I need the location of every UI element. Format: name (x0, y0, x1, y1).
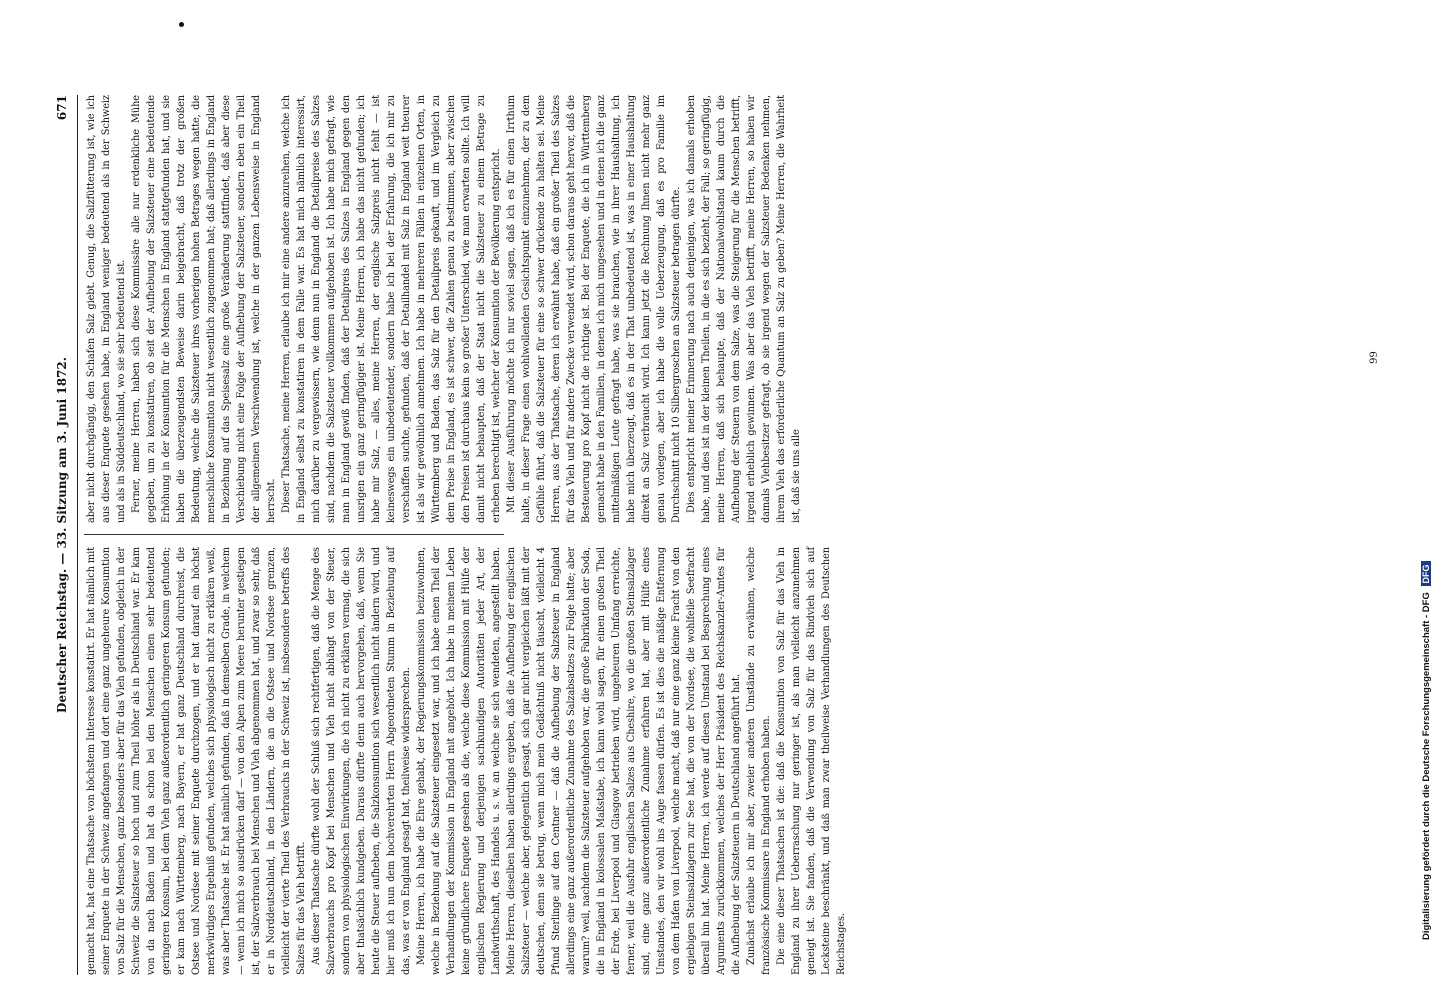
paragraph: Die eine dieser Thatsachen ist die: daß die Konsumtion von Salz für das Vieh in England zu ihrer Ueberraschung nur geringer ist, als man vielleicht anzunehmen geneigt ist. Sie fanden, daß die Verwendung von Salz für das Rindvieh sich auf Lecksteine beschränkt, und daß man zwar theilweise Verhandlungen des Deutschen Reichstages. (776, 547, 847, 975)
paragraph: Mit dieser Ausführung möchte ich nur soviel sagen, daß ich es für einen Irrthum halte, in dieser Frage einen wohlwollenden Gesichtspunkt einzunehmen, der zu dem Gefühle führt, daß die Salzsteuer für eine so schwer drückende zu halten sei. Meine Herren, aus der Thatsache, deren ich erwähnt habe, daß ein großer Theil des Salzes für das Vieh und für andere Zwecke verwendet wird, schon daraus geht hervor, daß die Besteuerung pro Kopf nicht die richtige ist. Bei der Enquete, die ich in Württemberg gemacht habe in den Familien, in denen ich mich umgesehen und in denen ich die ganz mittelmäßigen Leute gefragt habe, was sie brauchen, wie in ihrer Haushaltung, ich habe mich überzeugt, daß es in der That unbedeutend ist, was in einer Haushaltung direkt an Salz verbraucht wird. Ich kann jetzt die Rechnung Ihnen nicht mehr ganz genau vorlegen, aber ich habe die volle Ueberzeugung, daß es pro Familie im Durchschnitt nicht 10 Silbergroschen an Salzsteuer betragen dürfte. (506, 95, 682, 523)
running-header (55, 95, 73, 975)
header-rule (77, 95, 78, 975)
page-number: 671 (55, 95, 69, 121)
paragraph: Aus dieser Thatsache dürfte wohl der Schluß sich rechtfertigen, daß die Menge des Salzverbrauchs pro Kopf bei Menschen und Vieh nicht abhängt von der Steuer, sondern von physiologischen Einwirkungen, die ich nicht zu erklären vermag, die sich aber thatsächlich kundgeben. Daraus dürfte denn auch hervorgehen, daß, wenn Sie heute die Steuer aufheben, die Salzkonsumtion sich wesentlich nicht ändern wird, und hier muß ich nun dem hochverehrten Herrn Abgeordneten Stumm in Beziehung auf das, was er von England gesagt hat, theilweise widersprechen. (311, 547, 412, 975)
paragraph: Meine Herren, ich habe die Ehre gehabt, der Regierungskommission beizuwohnen, welche in Beziehung auf die Salzsteuer eingesetzt war, und ich habe einen Theil der Verhandlungen der Kommission in England mit angehört. Ich habe in meinem Leben keine gründlichere Enquete gesehen als die, welche diese Kommission mit Hülfe der englischen Regierung und derjenigen sachkundigen Autoritäten jeder Art, der Landwirthschaft, des Handels u. s. w. an welche sie sich wendeten, angestellt haben. Meine Herren, dieselben haben allerdings ergeben, daß die Aufhebung der englischen Salzsteuer — welche aber, gelegentlich gesagt, sich gar nicht vergleichen läßt mit der deutschen, denn sie betrug, wenn mich mein Gedächtniß nicht täuscht, vielleicht 4 Pfund Sterlinge auf den Centner — daß die Aufhebung der Salzsteuer in England allerdings eine ganz außerordentliche Zunahme des Salzabsatzes zur Folge hatte; aber warum? weil, nachdem die Salzsteuer aufgehoben war, die große Fabrikation der Soda, die in England in kolossalen Maßstabe, ich kann wohl sagen, für einen großen Theil der Erde, bei Liverpool und Glasgow betrieben wird, ungeheuren Umfang erreichte, ferner, weil die Ausfuhr englischen Salzes aus Cheshire, wo die großen Steinsalzlager sind, eine ganz außerordentliche Zunahme erfahren hat, aber mit Hülfe eines Umstandes, den wir wohl ins Auge fassen dürfen. Es ist dies die mäßige Entfernung von dem Hafen von Liverpool, welche macht, daß nur eine ganz kleine Fracht von den ergiebigen Steinsalzlagern zur See hat, die von der Nordsee, die wohlfeile Seefracht überall hin hat. Meine Herren, ich werde auf diesen Umstand bei Besprechung eines Arguments zurückkommen, welches der Herr Präsident des Reichskanzler-Amtes für die Aufhebung der Salzsteuern in Deutschland angeführt hat. (416, 547, 742, 975)
paragraph: gemacht hat, hat eine Thatsache von höchstem Interesse konstatirt. Er hat nämlich mit seiner Enquete in der Schweiz angefangen und dort eine ganz ungeheure Konsumtion von Salz für die Menschen, ganz besonders aber für das Vieh gefunden, obgleich in der Schweiz die Salzsteuer so hoch und zum Theil höher als in Deutschland war. Er kam von da nach Baden und hat da schon bei den Menschen einen sehr bedeutend geringeren Konsum, bei dem Vieh ganz außerordentlich geringeren Konsum gefunden; er kam nach Württemberg, nach Bayern, er hat ganz Deutschland durchreist, die Ostsee und Nordsee mit seiner Enquete durchzogen, und er hat darauf ein höchst merkwürdiges Ergebniß gefunden, welches sich physiologisch nicht zu erklären weiß, was aber Thatsache ist. Er hat nämlich gefunden, daß in demselben Grade, in welchem — wenn ich mich so ausdrücken darf — von den Alpen zum Meere herunter gestiegen ist, der Salzverbrauch bei Menschen und Vieh abgenommen hat, und zwar so sehr, daß er in Norddeutschland, in den Ländern, die an die Ostsee und Nordsee grenzen, vielleicht der vierte Theil des Verbrauchs in der Schweiz ist, insbesondere betreffs des Salzes für das Vieh betrifft. (86, 547, 307, 975)
paragraph: Ferner, meine Herren, haben sich diese Kommissäre alle nur erdenkliche Mühe gegeben, um zu konstatiren, ob seit der Aufhebung der Salzsteuer eine bedeutende Erhöhung in der Konsumtion für die Menschen in England stattgefunden hat, und sie haben die überzeugendsten Beweise darin beigebracht, daß trotz der großen Bedeutung, welche die Salzsteuer ihres vorherigen hohen Betrages wegen hatte, die menschliche Konsumtion nicht wesentlich zugenommen hat; daß allerdings in England in Beziehung auf das Speisesalz eine große Veränderung stattfindet, daß aber diese Verschiebung nicht eine Folge der Aufhebung der Salzsteuer, sondern eben ein Theil der allgemeinen Verschwendung ist, welche in der ganzen Lebensweise in England herrscht. (131, 95, 277, 523)
paragraph: aber nicht durchgängig, den Schafen Salz giebt. Genug, die Salzfütterung ist, wie ich aus dieser Enquete gesehen habe, in England weniger bedeutend als in der Schweiz und als in Süddeutschland, wo sie sehr bedeutend ist. (86, 95, 127, 523)
paragraph: Zunächst erlaube ich mir aber, zweier anderen Umstände zu erwähnen, welche französische Kommissare in England erhoben haben. (746, 547, 772, 975)
paragraph: Dies entspricht meiner Erinnerung nach auch denjenigen, was ich damals erhoben habe, und dies ist in der kleinen Theilen, in die es sich bezieht, der Fall; so geringfügig, meine Herren, daß sich behaupte, daß der Nationalwohlstand kaum durch die Aufhebung der Steuern von dem Salze, was die Steigerung für die Menschen betrifft, irgend erheblich gewinnen. Was aber das Vieh betrifft, meine Herren, so haben wir damals Viehbesitzer gefragt, ob sie irgend wegen der Salzsteuer Bedenken nehmen, ihrem Vieh das erforderliche Quantum an Salz zu geben? Meine Herren, die Wahrheit ist, daß sie uns alle (686, 95, 802, 523)
ink-speck (179, 22, 184, 27)
right-column (84, 95, 849, 523)
digitization-note: Digitalisierung gefördert durch die Deutsche Forschungsgemeinschaft - DFG (1421, 592, 1432, 940)
digitization-credit (1421, 40, 1432, 940)
dfg-logo: DFG (1421, 562, 1431, 587)
text-columns (84, 95, 849, 975)
rotated-page (55, 95, 849, 975)
header-title: Deutscher Reichstag. — 33. Sitzung am 3. Juni 1872. (55, 357, 69, 713)
signature-mark: 99 (1368, 351, 1380, 364)
paragraph: Dieser Thatsache, meine Herren, erlaube ich mir eine andere anzureihen, welche ich in England selbst zu konstatiren in dem Falle war. Es hat mich nämlich interessirt, mich darüber zu vergewissern, wie denn nun in England die Detailpreise des Salzes sind, nachdem die Salzsteuer vollkommen aufgehoben ist. Ich habe mich gefragt, wie man in England gewiß finden, daß der Detailpreis des Salzes in England gegen den unsrigen ein ganz geringfügiger ist. Meine Herren, ich habe das nicht gefunden; ich habe mir Salz, — alles, meine Herren, der englische Salzpreis nicht fehlt — ist keineswegs ein unbedeutender, sondern habe ich bei der Erfahrung, die ich mir zu verschaffen suchte, gefunden, daß der Detailhandel mit Salz in England weit theurer ist als wir gewöhnlich annehmen. Ich habe in mehreren Fällen in einzelnen Orten, in Württemberg und Baden, das Salz für den Detailpreis gekauft, und im Vergleich zu dem Preise in England, es ist schwer, die Zahlen genau zu bestimmen, aber zwischen den Preisen ist durchaus kein so großer Unterschied, wie man erwarten sollte. Ich will damit nicht behaupten, daß der Staat nicht die Salzsteuer zu einem Betrage zu erheben berechtigt ist, welcher der Konsumtion der Bevölkerung entspricht. (281, 95, 502, 523)
left-column (84, 547, 849, 975)
column-divider (84, 523, 849, 547)
